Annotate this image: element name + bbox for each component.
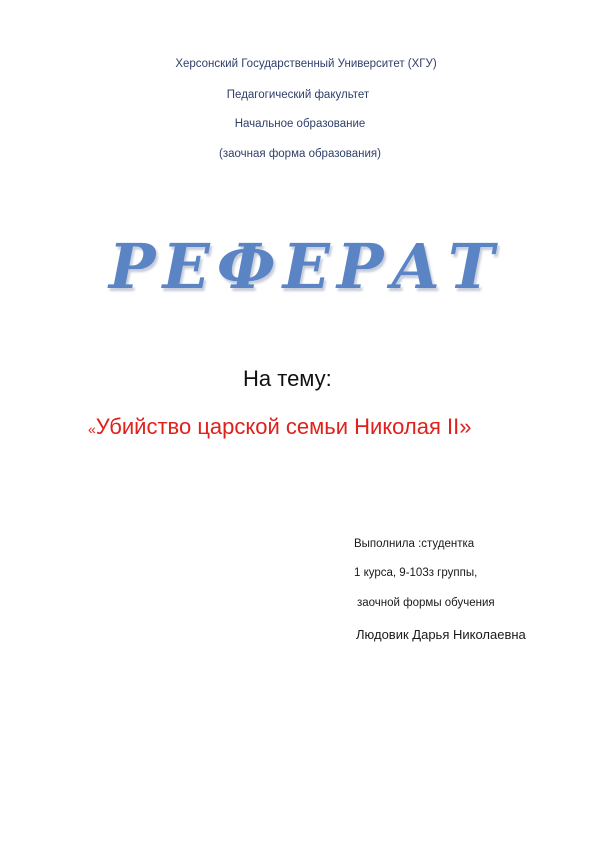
- author-study-form: заочной формы обучения: [357, 597, 495, 609]
- author-course: 1 курса, 9-103з группы,: [354, 567, 478, 579]
- topic-title: [88, 414, 472, 440]
- university-name: Херсонский Государственный Университет (ХГУ): [175, 58, 437, 70]
- study-form: (заочная форма образования): [219, 148, 381, 160]
- document-title: РЕФЕРАТ: [108, 230, 502, 303]
- faculty-name: Педагогический факультет: [226, 89, 370, 101]
- topic-close-quote: »: [459, 414, 472, 439]
- topic-text: Убийство царской семьи Николая II: [95, 414, 460, 439]
- program-name: Начальное образование: [234, 118, 366, 130]
- topic-open-quote: «: [88, 421, 96, 437]
- topic-label: На тему:: [243, 366, 332, 391]
- author-role: Выполнила :студентка: [354, 538, 475, 550]
- author-name: Людовик Дарья Николаевна: [356, 627, 526, 642]
